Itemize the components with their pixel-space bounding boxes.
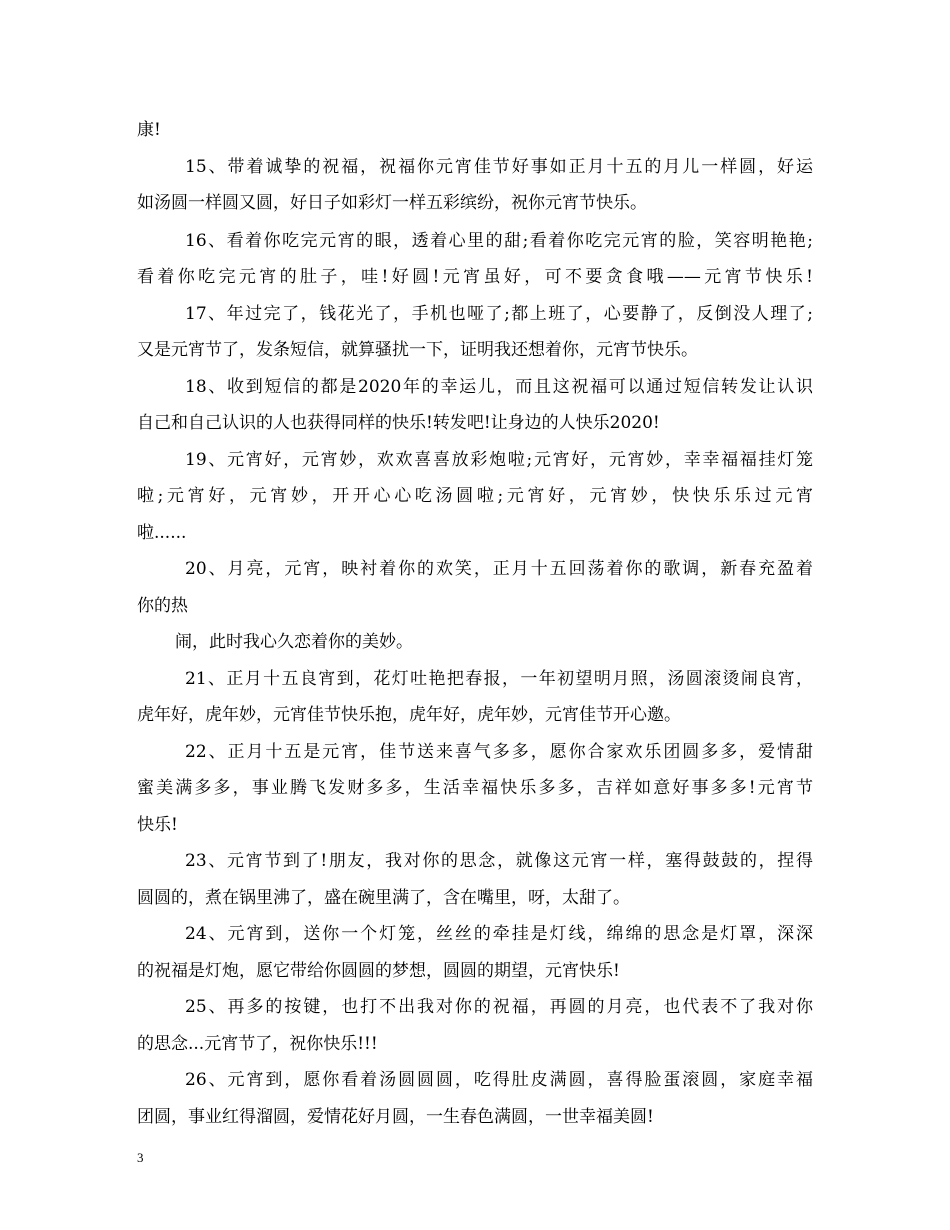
text-line: 如汤圆一样圆又圆，好日子如彩灯一样五彩缤纷，祝你元宵节快乐。 [137, 193, 647, 213]
text-line: 25、再多的按键，也打不出我对你的祝福，再圆的月亮，也代表不了我对你 [185, 997, 813, 1017]
text-line: 15、带着诚挚的祝福，祝福你元宵佳节好事如正月十五的月儿一样圆，好运 [185, 157, 813, 177]
text-line: 19、元宵好，元宵妙，欢欢喜喜放彩炮啦;元宵好，元宵妙，幸幸福福挂灯笼 [185, 450, 813, 470]
text-line: 17、年过完了，钱花光了，手机也哑了;都上班了，心要静了，反倒没人理了; [185, 304, 813, 324]
text-line: 18、收到短信的都是2020年的幸运儿，而且这祝福可以通过短信转发让认识 [185, 377, 813, 397]
text-line: 康! [137, 120, 161, 140]
text-line: 蜜美满多多，事业腾飞发财多多，生活幸福快乐多多，吉祥如意好事多多!元宵节 [137, 778, 813, 798]
text-line: 自己和自己认识的人也获得同样的快乐!转发吧!让身边的人快乐2020! [137, 413, 660, 433]
text-line: 啦...... [137, 523, 187, 543]
text-line: 啦;元宵好，元宵妙，开开心心吃汤圆啦;元宵好，元宵妙，快快乐乐过元宵 [137, 486, 813, 506]
text-line: 又是元宵节了，发条短信，就算骚扰一下，证明我还想着你，元宵节快乐。 [137, 340, 698, 360]
text-line: 22、正月十五是元宵，佳节送来喜气多多，愿你合家欢乐团圆多多，爱情甜 [185, 742, 813, 762]
text-line: 16、看着你吃完元宵的眼，透着心里的甜;看着你吃完元宵的脸，笑容明艳艳; [185, 231, 813, 251]
text-line: 20、月亮，元宵，映衬着你的欢笑，正月十五回荡着你的歌调，新春充盈着 [185, 559, 813, 579]
text-line: 23、元宵节到了!朋友，我对你的思念，就像这元宵一样，塞得鼓鼓的，捏得 [185, 851, 813, 871]
text-line: 的祝福是灯炮，愿它带给你圆圆的梦想，圆圆的期望，元宵快乐! [137, 961, 620, 981]
text-line: 26、元宵到，愿你看着汤圆圆圆，吃得肚皮满圆，喜得脸蛋滚圆，家庭幸福 [185, 1070, 813, 1090]
text-line: 的思念...元宵节了，祝你快乐!!! [137, 1034, 378, 1054]
text-line: 24、元宵到，送你一个灯笼，丝丝的牵挂是灯线，绵绵的思念是灯罩，深深 [185, 924, 813, 944]
text-line: 你的热 [137, 596, 188, 616]
page-number: 3 [137, 1150, 144, 1165]
text-line: 虎年好，虎年妙，元宵佳节快乐抱，虎年好，虎年妙，元宵佳节开心邀。 [137, 705, 681, 725]
text-line: 21、正月十五良宵到，花灯吐艳把春报，一年初望明月照，汤圆滚烫闹良宵， [185, 669, 813, 689]
text-line: 闹，此时我心久恋着你的美妙。 [175, 632, 413, 652]
text-line: 看着你吃完元宵的肚子，哇!好圆!元宵虽好，可不要贪食哦——元宵节快乐! [137, 267, 813, 287]
text-line: 团圆，事业红得溜圆，爱情花好月圆，一生春色满圆，一世幸福美圆! [137, 1107, 654, 1127]
text-line: 快乐! [137, 815, 178, 835]
text-line: 圆圆的，煮在锅里沸了，盛在碗里满了，含在嘴里，呀，太甜了。 [137, 888, 630, 908]
